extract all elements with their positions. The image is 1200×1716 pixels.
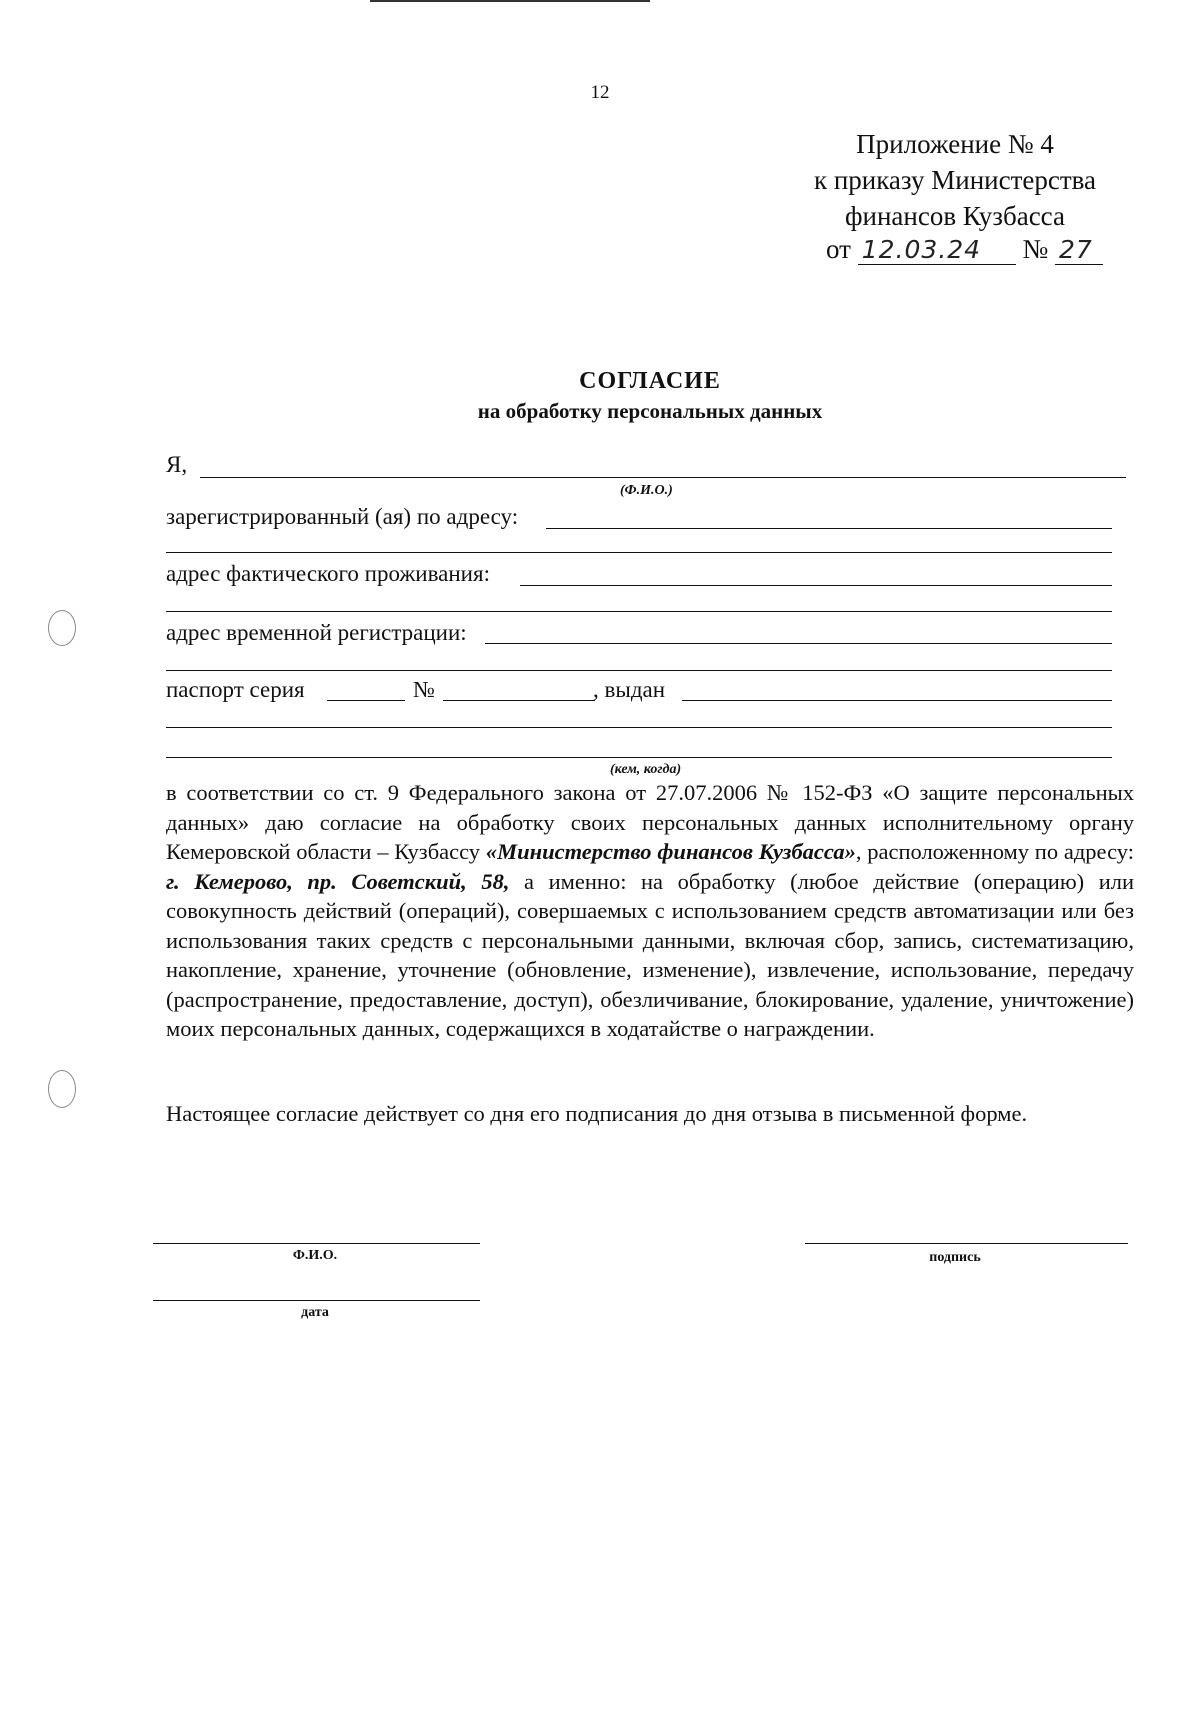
temp-registration-line-2[interactable]: [166, 670, 1112, 671]
temp-registration-label: адрес временной регистрации:: [166, 620, 467, 645]
body-org-address: г. Кемерово, пр. Советский, 58,: [166, 868, 510, 894]
fio-caption: Ф.И.О.: [292, 1248, 338, 1263]
fio-signature-line[interactable]: [153, 1243, 480, 1244]
annex-line-3: финансов Кузбасса: [845, 201, 1065, 231]
closing-statement: Настоящее согласие действует со дня его подписания до дня отзыва в письменной форме.: [166, 1101, 1028, 1126]
annex-number-handwritten: 27: [1055, 236, 1103, 265]
body-org-name: «Министерство финансов Кузбасса»: [485, 839, 856, 864]
annex-date-handwritten: 12.03.24: [858, 236, 1016, 265]
document-title: СОГЛАСИЕ: [579, 368, 721, 394]
date-caption: дата: [301, 1305, 329, 1320]
annex-number-prefix: №: [1022, 234, 1049, 264]
punch-hole-mark-bottom: [48, 1070, 76, 1108]
actual-address-line[interactable]: [520, 585, 1112, 586]
scan-top-edge: [370, 0, 650, 2]
date-signature-line[interactable]: [153, 1300, 480, 1301]
annex-header: [790, 126, 1120, 234]
fio-hint: (Ф.И.О.): [620, 483, 673, 498]
actual-address-label: адрес фактического проживания:: [166, 561, 490, 586]
annex-date-prefix: от: [826, 234, 851, 264]
body-text-1: в соответствии со ст. 9 Федерального закона от 27.07.2006 № 152-ФЗ «О защите персональных данных» даю согласие на обработку своих персональных данных исполнительному органу Кемеровской области – Кузбассу: [166, 780, 1134, 864]
i-label: Я,: [166, 452, 188, 477]
consent-body-paragraph: [166, 778, 1134, 1044]
signature-line[interactable]: [805, 1243, 1128, 1244]
annex-line-2: к приказу Министерства: [813, 165, 1097, 195]
passport-series-line[interactable]: [327, 700, 405, 701]
body-text-2: , расположенному по адресу:: [855, 839, 1134, 864]
page-number: 12: [590, 82, 610, 103]
passport-number-label: №: [413, 677, 435, 702]
registered-address-line[interactable]: [546, 528, 1112, 529]
passport-issued-line-2[interactable]: [166, 727, 1112, 728]
document-subtitle: на обработку персональных данных: [477, 399, 823, 423]
passport-series-label: паспорт серия: [166, 677, 305, 702]
issued-hint: (кем, когда): [610, 762, 682, 777]
actual-address-line-2[interactable]: [166, 611, 1112, 612]
passport-number-line[interactable]: [443, 700, 595, 701]
fio-field-line[interactable]: [200, 477, 1126, 478]
signature-caption: подпись: [929, 1250, 981, 1265]
temp-registration-line[interactable]: [485, 643, 1112, 644]
body-text-3: а именно: на обработку (любое действие (операцию) или совокупность действий (операций), совершаемых с использованием средств автоматизации или без использования таких средств с персональными данными, включая сбор, запись, систематизацию, накопление, хранение, уточнение (обновление, изменение), извлечение, использование, передачу (распространение, предоставление, доступ), обезличивание, блокирование, удаление, уничтожение) моих персональных данных, содержащихся в ходатайстве о награждении.: [166, 868, 1135, 1041]
annex-line-1: Приложение № 4: [856, 129, 1054, 159]
passport-issued-line-3[interactable]: [166, 757, 1112, 758]
punch-hole-mark-top: [48, 610, 76, 646]
registered-address-label: зарегистрированный (ая) по адресу:: [166, 504, 519, 529]
registered-address-line-2[interactable]: [166, 552, 1112, 553]
annex-date-row: [826, 234, 1103, 265]
passport-issued-label: , выдан: [593, 677, 666, 702]
passport-issued-line[interactable]: [682, 700, 1112, 701]
